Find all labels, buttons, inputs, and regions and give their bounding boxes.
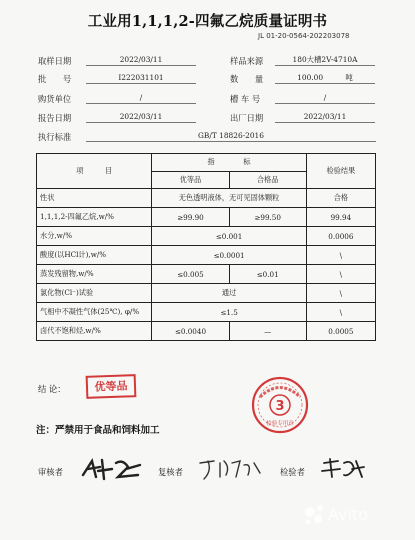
buyer-value: / xyxy=(86,93,196,104)
table-row xyxy=(37,189,376,208)
row-item: 性状 xyxy=(37,189,152,208)
table-row xyxy=(37,208,376,227)
svg-text:Avito: Avito xyxy=(328,505,368,524)
row-spec: 无色透明液体，无可见固体颗粒 xyxy=(152,189,306,208)
reviewer-label: 复核者 xyxy=(158,467,183,477)
conclusion-label: 结 论： xyxy=(38,384,66,394)
quantity-value-line xyxy=(275,73,375,84)
row-result: \ xyxy=(306,284,375,303)
sample-date-value: 2022/03/11 xyxy=(86,55,196,66)
standard-label: 执行标准 xyxy=(38,132,72,142)
header-superior: 优等品 xyxy=(152,171,229,189)
row-result: 0.0006 xyxy=(306,227,375,246)
row-result: 99.94 xyxy=(306,208,375,227)
row-spec: ≤1.5 xyxy=(152,303,306,322)
row-spec-superior: ≤0.0040 xyxy=(152,322,229,341)
table-row xyxy=(37,322,376,341)
row-result: \ xyxy=(306,265,375,284)
factory-date-label: 出厂日期 xyxy=(230,113,264,123)
table-row xyxy=(37,284,376,303)
header-result: 检验结果 xyxy=(306,154,375,189)
buyer-label: 购货单位 xyxy=(38,94,72,104)
batch-value: I222031101 xyxy=(86,73,196,84)
header-index: 指 标 xyxy=(152,154,306,172)
quantity-label: 数 量 xyxy=(230,74,264,84)
table-row xyxy=(37,227,376,246)
inspector-label: 检验者 xyxy=(280,467,305,477)
seal-bottom-text: 检验专用章 xyxy=(266,421,294,427)
seal-number: 3 xyxy=(275,399,285,414)
row-spec: ≤0.001 xyxy=(152,227,306,246)
row-spec-qualified: — xyxy=(229,322,306,341)
row-spec-superior: ≥99.90 xyxy=(152,208,229,227)
row-item: 水分,w/% xyxy=(37,227,152,246)
document-title: 工业用1,1,1,2-四氟乙烷质量证明书 xyxy=(87,13,328,30)
row-spec: 通过 xyxy=(152,284,306,303)
auditor-signature xyxy=(78,455,148,483)
inspector-signature xyxy=(318,455,368,483)
sample-source-label: 样品来源 xyxy=(230,56,264,66)
row-item: 气相中不凝性气体(25℃), φ/% xyxy=(37,303,152,322)
row-spec-qualified: ≤0.01 xyxy=(229,265,306,284)
usage-note: 注：严禁用于食品和饲料加工 xyxy=(36,425,160,436)
row-spec-superior: ≤0.005 xyxy=(152,265,229,284)
row-result: 0.0005 xyxy=(306,322,375,341)
table-row xyxy=(37,265,376,284)
row-item: 蒸发残留物,w/% xyxy=(37,265,152,284)
table-row xyxy=(37,246,376,265)
sample-date-label: 取样日期 xyxy=(38,56,72,66)
factory-date-value: 2022/03/11 xyxy=(275,112,375,123)
table-row xyxy=(37,303,376,322)
row-item: 氯化物(Cl⁻)试验 xyxy=(37,284,152,303)
standard-value: GB/T 18826-2016 xyxy=(86,131,376,142)
header-qualified: 合格品 xyxy=(229,171,306,189)
row-item: 1,1,1,2-四氟乙烷,w/% xyxy=(37,208,152,227)
quantity-value: 100.00 xyxy=(297,73,324,82)
avito-watermark xyxy=(300,500,400,530)
tank-label: 槽 车 号 xyxy=(230,94,261,104)
sample-source-value: 180大槽2V-4710A xyxy=(275,55,375,66)
batch-label: 批 号 xyxy=(38,74,72,84)
row-result: \ xyxy=(306,246,375,265)
row-result: \ xyxy=(306,303,375,322)
report-date-label: 报告日期 xyxy=(38,113,72,123)
row-item: 卤代不饱和烃,w/% xyxy=(37,322,152,341)
quantity-unit: 吨 xyxy=(345,73,353,82)
official-seal xyxy=(250,375,310,435)
row-result: 合格 xyxy=(306,189,375,208)
row-spec-qualified: ≥99.50 xyxy=(229,208,306,227)
auditor-label: 审核者 xyxy=(38,467,63,477)
row-spec: ≤0.0001 xyxy=(152,246,306,265)
test-results-table xyxy=(36,153,376,341)
document-number: JL 01-20-0564-202203078 xyxy=(258,32,350,40)
row-item: 酸度(以HCl计),w/% xyxy=(37,246,152,265)
grade-stamp: 优等品 xyxy=(86,374,137,399)
tank-value: / xyxy=(275,93,375,104)
report-date-value: 2022/03/11 xyxy=(86,112,196,123)
reviewer-signature xyxy=(196,455,266,483)
header-item: 项 目 xyxy=(37,154,152,189)
